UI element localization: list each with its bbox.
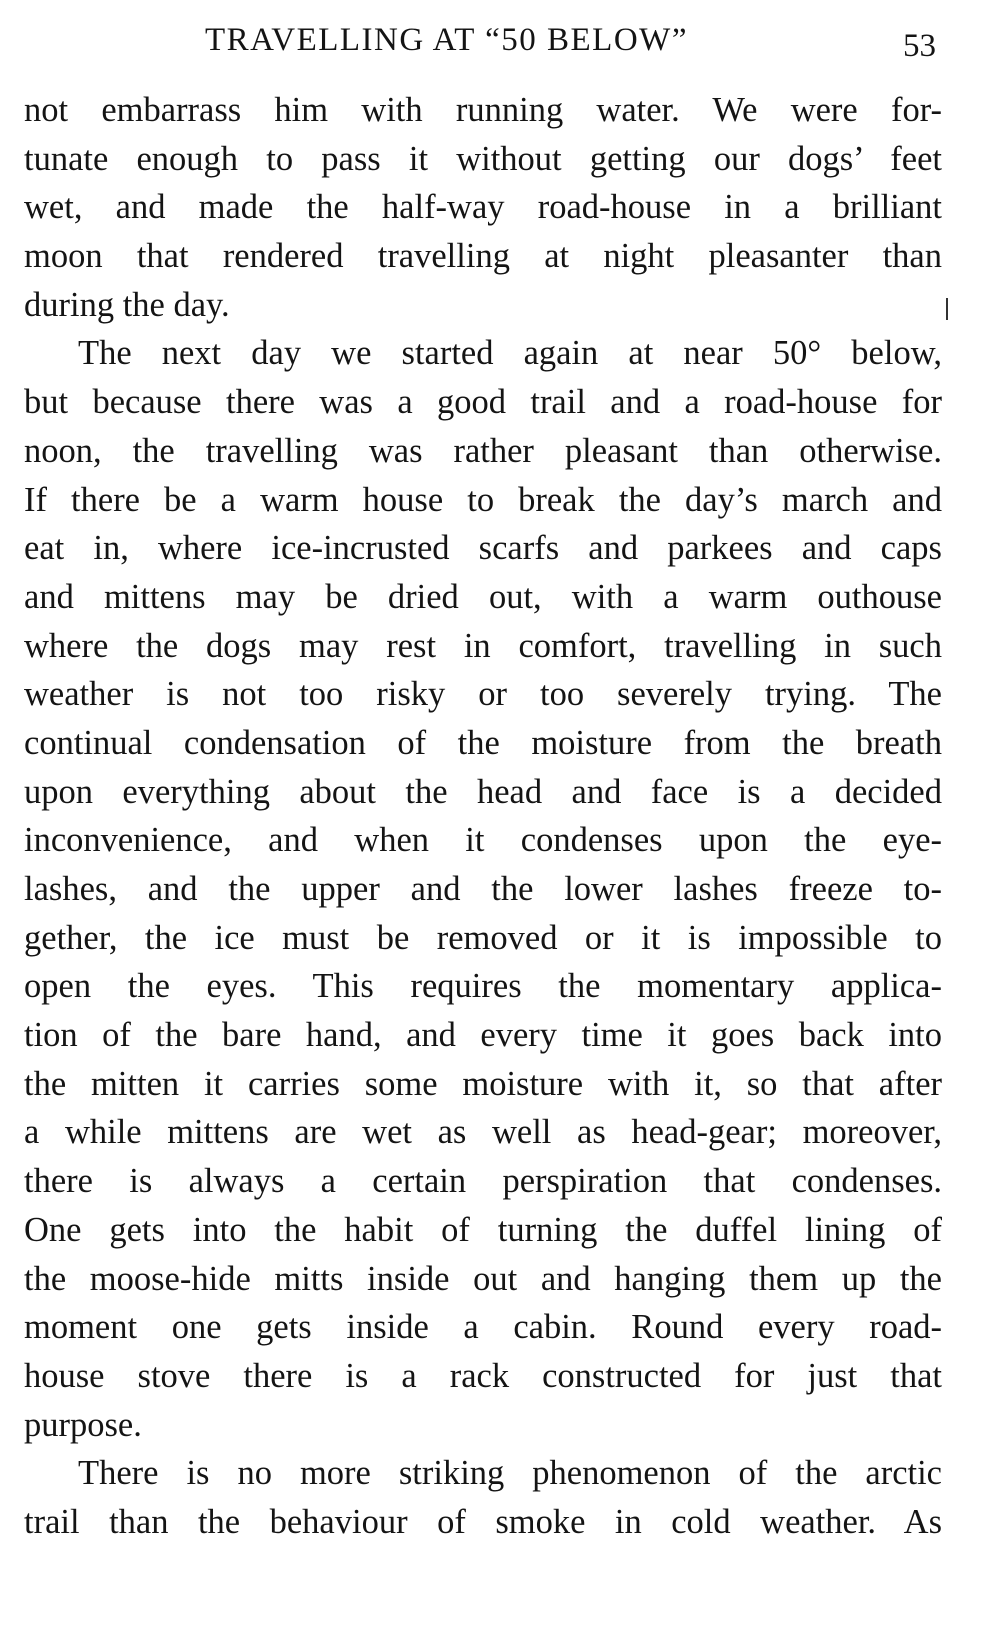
- text-line: moment one gets inside a cabin. Round every road-: [24, 1308, 942, 1347]
- text-line: There is no more striking phenomenon of the arctic: [78, 1454, 942, 1493]
- text-line: during the day.: [24, 285, 230, 324]
- text-line: continual condensation of the moisture from the breath: [24, 723, 942, 762]
- text-line: but because there was a good trail and a road-house for: [24, 383, 942, 422]
- running-head: [0, 18, 1000, 62]
- text-line: a while mittens are wet as well as head-gear; moreover,: [24, 1113, 942, 1152]
- page-number: 53: [903, 28, 936, 64]
- text-line: One gets into the habit of turning the duffel lining of: [24, 1210, 942, 1249]
- text-line: not embarrass him with running water. We were for-: [24, 91, 942, 129]
- text-line: the moose-hide mitts inside out and hanging them up the: [24, 1259, 942, 1298]
- text-line: purpose.: [24, 1405, 142, 1444]
- text-line: weather is not too risky or too severely trying. The: [24, 675, 942, 714]
- text-line: and mittens may be dried out, with a warm outhouse: [24, 577, 942, 616]
- paragraph: [24, 329, 942, 1449]
- running-title: TRAVELLING AT “50 BELOW”: [205, 22, 688, 58]
- text-line: eat in, where ice-incrusted scarfs and parkees and caps: [24, 529, 942, 568]
- body-text: [24, 86, 942, 1547]
- text-line: there is always a certain perspiration that condenses.: [24, 1162, 942, 1201]
- text-line: the mitten it carries some moisture with it, so that after: [24, 1064, 942, 1103]
- text-line: moon that rendered travelling at night pleasanter than: [24, 237, 942, 276]
- text-line: wet, and made the half-way road-house in a brilliant: [24, 188, 942, 227]
- text-line: house stove there is a rack constructed for just that: [24, 1356, 942, 1395]
- margin-mark: [946, 298, 948, 320]
- text-line: inconvenience, and when it condenses upon the eye-: [24, 821, 942, 860]
- text-line: where the dogs may rest in comfort, travelling in such: [24, 626, 942, 665]
- text-line: tion of the bare hand, and every time it goes back into: [24, 1016, 942, 1055]
- paragraph: [24, 1449, 942, 1546]
- text-line: lashes, and the upper and the lower lashes freeze to-: [24, 870, 942, 908]
- text-line: gether, the ice must be removed or it is impossible to: [24, 918, 942, 957]
- text-line: trail than the behaviour of smoke in cold weather. As: [24, 1502, 942, 1541]
- text-line: open the eyes. This requires the momentary applica-: [24, 967, 942, 1006]
- text-line: If there be a warm house to break the day’s march and: [24, 480, 942, 519]
- text-line: upon everything about the head and face is a decided: [24, 772, 942, 811]
- text-line: The next day we started again at near 50° below,: [78, 334, 942, 373]
- text-line: noon, the travelling was rather pleasant than otherwise.: [24, 431, 942, 470]
- paragraph: [24, 86, 942, 329]
- text-line: tunate enough to pass it without getting our dogs’ feet: [24, 139, 942, 178]
